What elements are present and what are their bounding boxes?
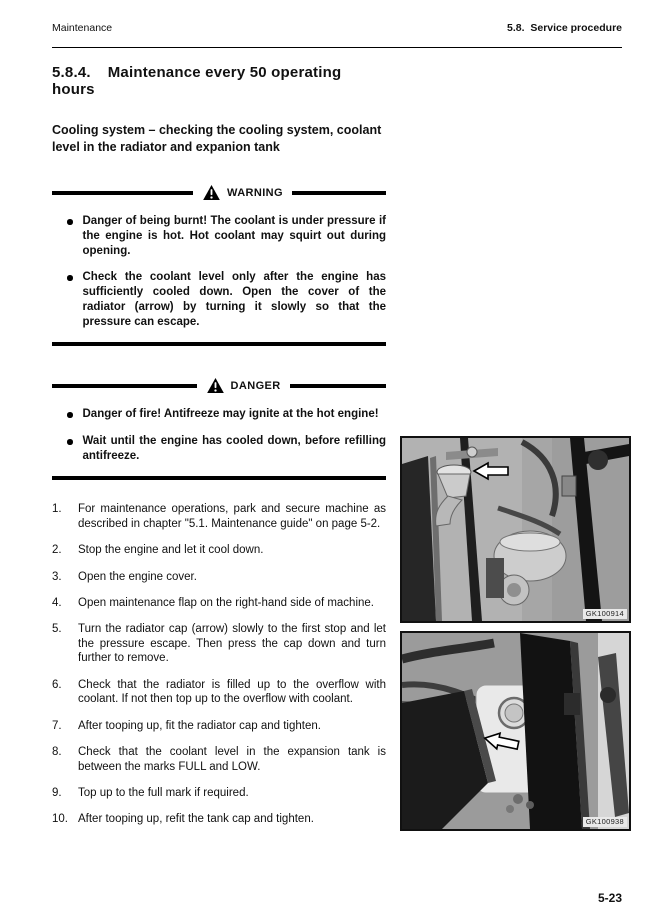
danger-triangle-icon	[207, 378, 224, 393]
step-number: 5.	[52, 623, 62, 636]
figure-expansion-tank-photo	[400, 631, 631, 831]
step-text: Stop the engine and let it cool down.	[78, 544, 264, 557]
step-number: 2.	[52, 544, 62, 557]
step-text: Turn the radiator cap (arrow) slowly to the first stop and let the pressure escape. Then press the cap down and turn further to remove.	[78, 623, 386, 665]
warning-item	[52, 214, 386, 258]
danger-items	[52, 395, 386, 476]
rule-segment	[52, 476, 386, 480]
section-title	[52, 64, 386, 98]
step-text: Check that the radiator is filled up to the overflow with coolant. If not then top up to the overflow with coolant.	[78, 678, 386, 706]
figure-label: GK100938	[583, 817, 627, 827]
rule-segment	[52, 191, 193, 195]
warning-label: WARNING	[227, 187, 283, 200]
step-item	[52, 596, 386, 611]
danger-box	[52, 377, 386, 480]
step-text: After tooping up, fit the radiator cap and tighten.	[78, 719, 321, 732]
section-number: 5.8.4.	[52, 64, 91, 81]
text-column	[52, 64, 386, 838]
danger-label: DANGER	[230, 380, 281, 393]
warning-triangle-icon	[203, 185, 220, 200]
topic-title: Cooling system – checking the cooling system, coolant level in the radiator and expanion tank	[52, 123, 382, 154]
warning-item	[52, 270, 386, 329]
step-number: 8.	[52, 745, 62, 758]
rule-segment	[292, 191, 386, 195]
warning-box	[52, 184, 386, 346]
step-number: 6.	[52, 678, 62, 691]
step-number: 4.	[52, 596, 62, 609]
bullet-dot	[67, 275, 73, 281]
bullet-dot	[67, 219, 73, 225]
step-item	[52, 678, 386, 707]
step-text: After tooping up, refit the tank cap and tighten.	[78, 813, 314, 825]
figure-label: GK100914	[583, 609, 627, 619]
danger-item	[52, 434, 386, 463]
bullet-dot	[67, 412, 73, 418]
header-chapter-label: Maintenance	[52, 22, 113, 34]
procedure-steps	[52, 502, 386, 826]
step-item	[52, 812, 386, 827]
expansion-tank-photo	[402, 633, 629, 829]
page-footer	[598, 891, 622, 905]
step-item	[52, 786, 386, 801]
figure-radiator-cap-photo	[400, 436, 631, 623]
danger-item	[52, 407, 386, 422]
warning-items	[52, 202, 386, 342]
page-header	[52, 22, 622, 34]
step-item	[52, 719, 386, 734]
step-item	[52, 543, 386, 558]
section-title-text: Maintenance every 50 operating hours	[52, 64, 342, 98]
warning-item-text: Danger of being burnt! The coolant is under pressure if the engine is hot. Hot coolant may squirt out during opening.	[82, 215, 386, 257]
danger-item-text: Danger of fire! Antifreeze may ignite at the hot engine!	[82, 408, 379, 421]
header-divider	[52, 47, 622, 48]
step-item	[52, 502, 386, 531]
step-text: Top up to the full mark if required.	[78, 786, 249, 799]
bullet-dot	[67, 439, 73, 445]
step-item	[52, 622, 386, 666]
rule-segment	[52, 384, 197, 388]
step-text: Open maintenance flap on the right-hand side of machine.	[78, 596, 374, 609]
rule-segment	[52, 342, 386, 346]
step-text: Check that the coolant level in the expansion tank is between the marks FULL and LOW.	[78, 745, 386, 773]
step-number: 1.	[52, 503, 62, 516]
step-number: 7.	[52, 719, 62, 732]
step-item	[52, 570, 386, 585]
step-item	[52, 745, 386, 774]
engine-compartment-photo	[402, 438, 629, 621]
step-text: Open the engine cover.	[78, 570, 197, 583]
step-number: 10.	[52, 813, 68, 825]
header-section-label: 5.8. Service procedure	[507, 22, 622, 34]
step-number: 3.	[52, 570, 62, 583]
page-number: 5-23	[597, 891, 622, 905]
rule-segment	[290, 384, 386, 388]
step-number: 9.	[52, 786, 62, 799]
danger-item-text: Wait until the engine has cooled down, before refilling antifreeze.	[82, 435, 386, 462]
warning-box-header	[52, 184, 386, 202]
step-text: For maintenance operations, park and secure machine as described in chapter "5.1. Maintenance guide" on page 5-2.	[78, 503, 386, 531]
warning-item-text: Check the coolant level only after the engine has sufficiently cooled down. Open the cover of the radiator (arrow) by turning it slowly so that the pressure can escape.	[82, 271, 386, 328]
danger-box-header	[52, 377, 386, 395]
